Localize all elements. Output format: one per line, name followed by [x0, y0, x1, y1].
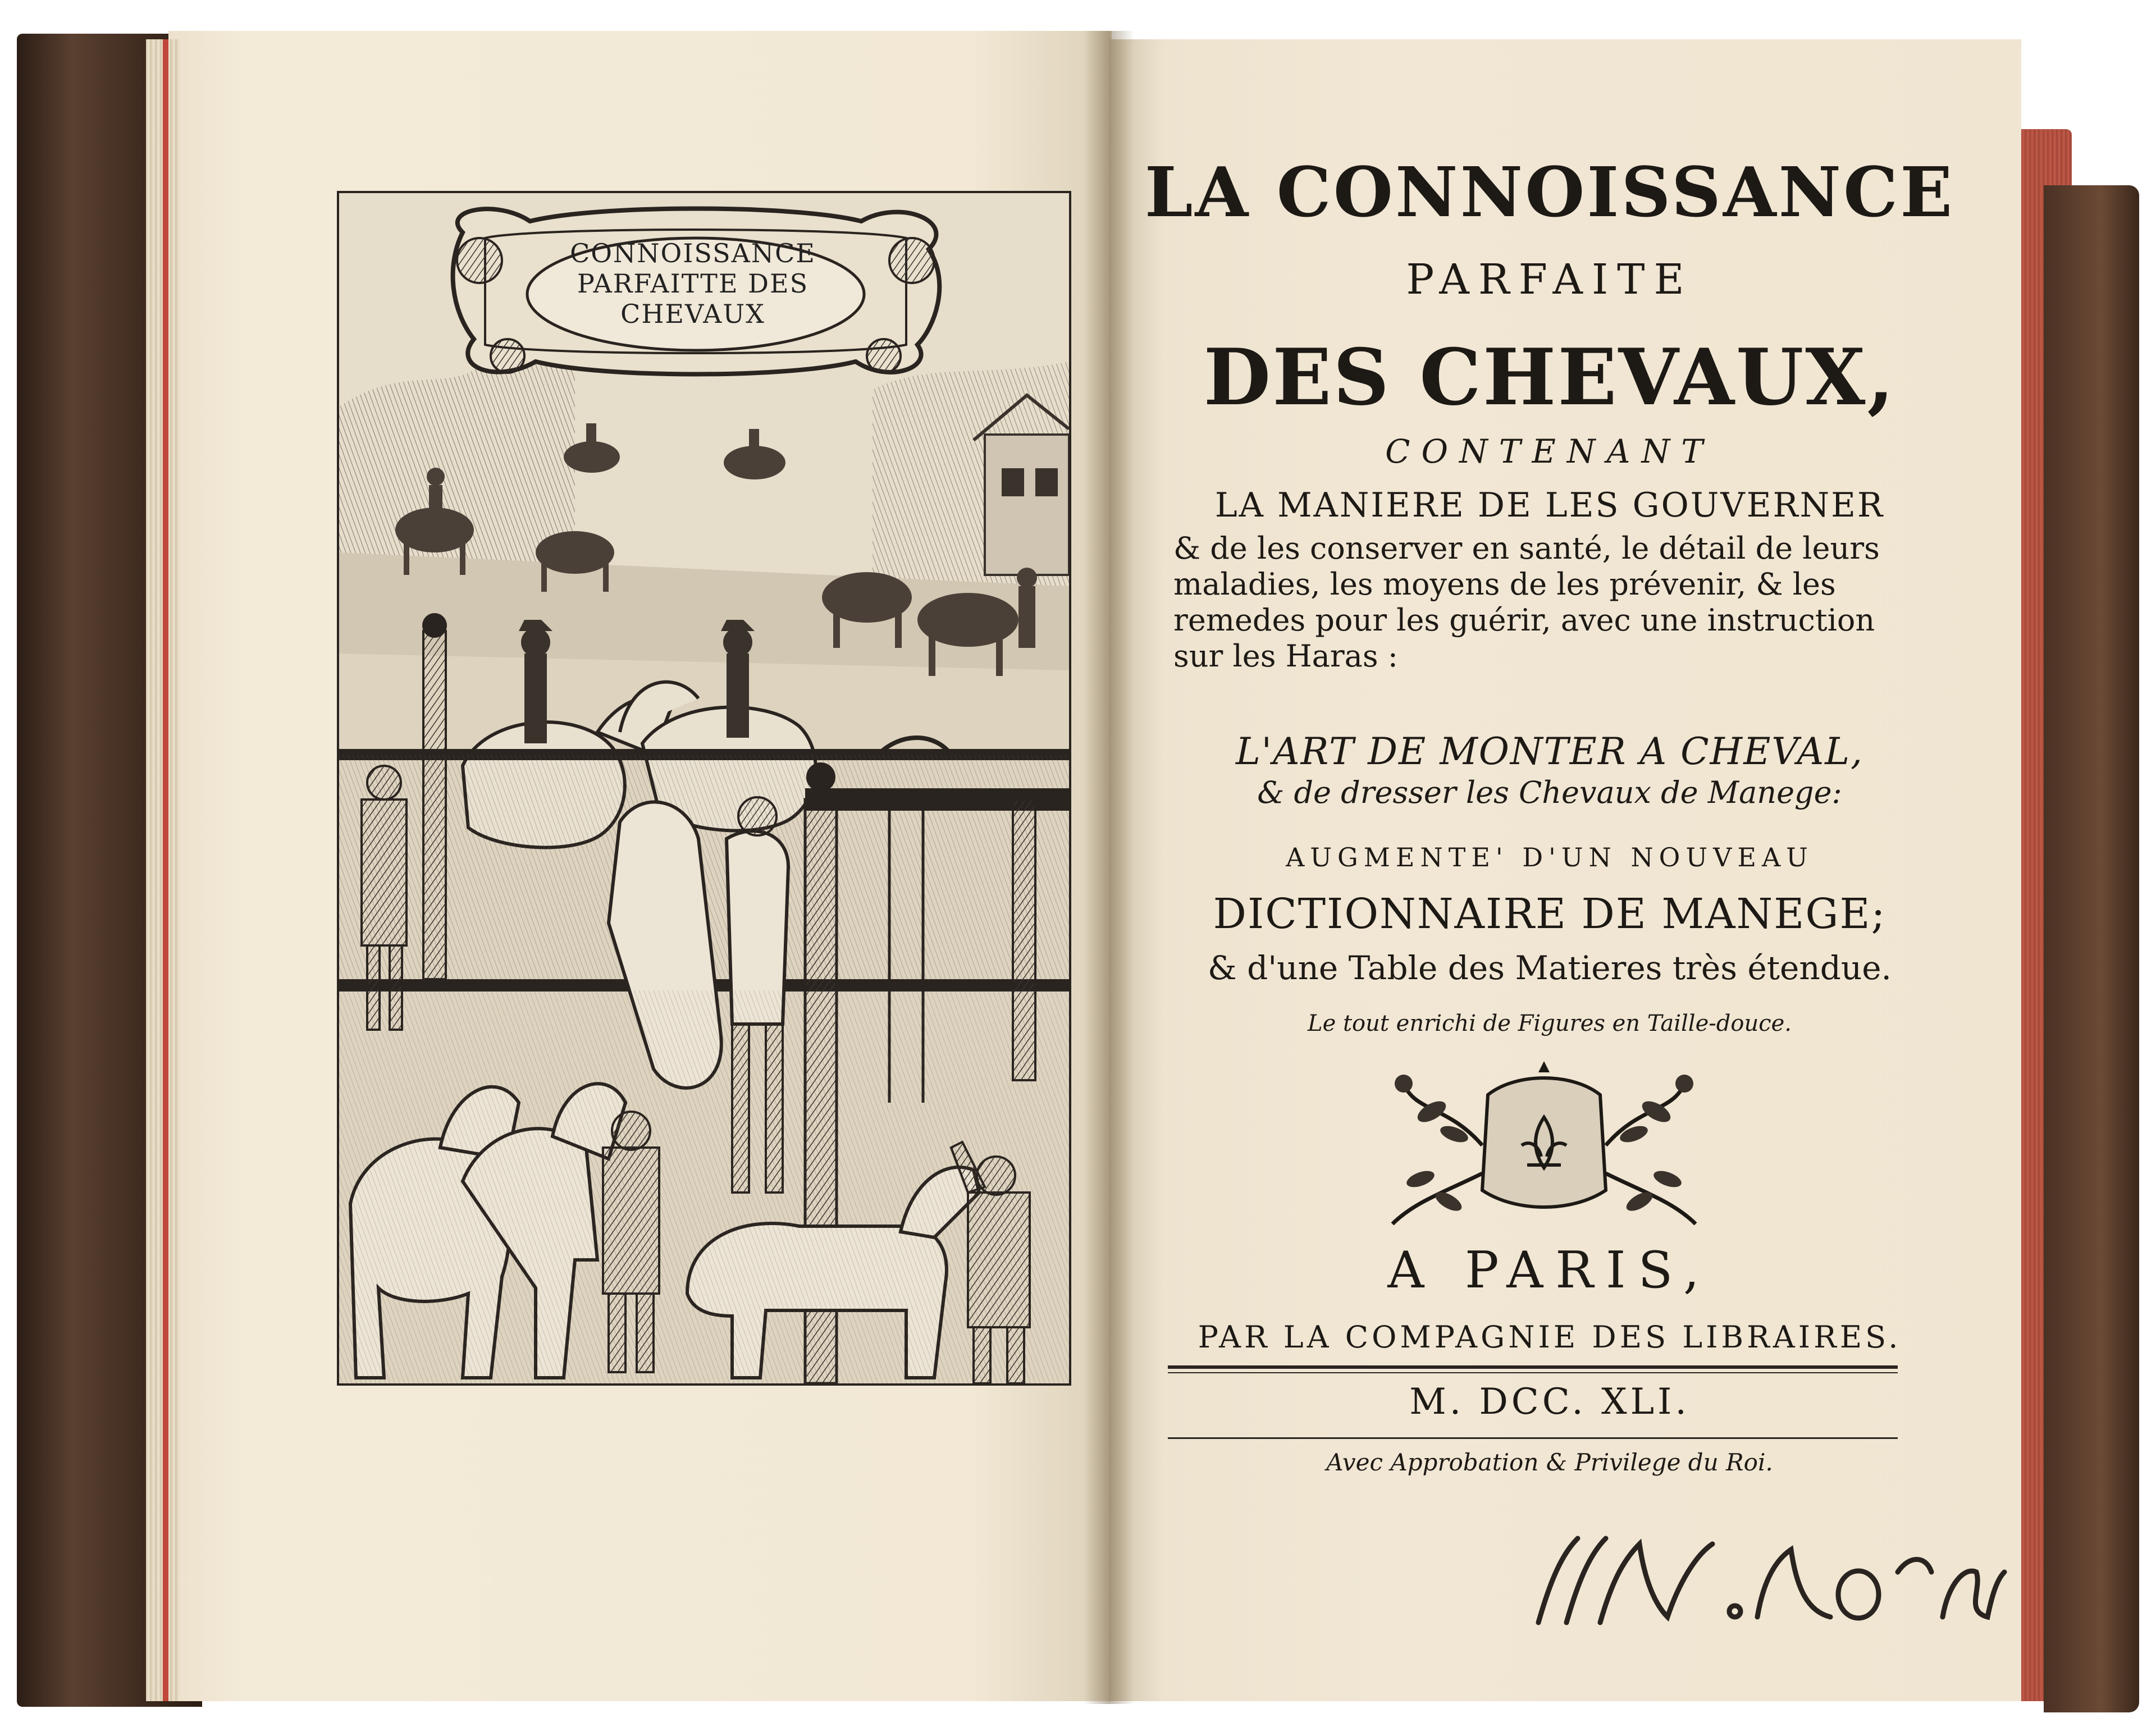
imprint-publisher: PAR LA COMPAGNIE DES LIBRAIRES. — [1198, 1319, 1902, 1355]
frontispiece-engraving — [337, 191, 1071, 1386]
imprint-rule — [1168, 1437, 1898, 1439]
cartouche-line: CONNOISSANCE — [570, 238, 816, 268]
cartouche-line: PARFAITTE DES — [577, 268, 809, 299]
title-augmente: AUGMENTE' D'UN NOUVEAU — [1286, 842, 1814, 872]
imprint-rule — [1168, 1372, 1898, 1373]
right-cover — [2044, 185, 2139, 1712]
imprint-place: A PARIS, — [1387, 1241, 1712, 1300]
imprint-year: M. DCC. XLI. — [1409, 1381, 1690, 1423]
title-line-1: LA CONNOISSANCE — [1144, 152, 1955, 232]
imprint-privilege: Avec Approbation & Privilege du Roi. — [1326, 1449, 1773, 1476]
title-cartouche — [429, 199, 962, 384]
title-description — [1173, 531, 1926, 674]
description-line: remedes pour les guérir, avec une instruction — [1173, 602, 1875, 638]
description-line: maladies, les moyens de les prévenir, & les — [1173, 566, 1836, 602]
handwritten-signature-icon — [1516, 1516, 2010, 1645]
cartouche-line: CHEVAUX — [620, 299, 765, 329]
title-contenant: CONTENANT — [1385, 432, 1714, 470]
description-line: & de les conserver en santé, le détail de leurs — [1173, 531, 1880, 566]
title-dresser: & de dresser les Chevaux de Manege: — [1257, 775, 1842, 810]
imprint-rule — [1168, 1365, 1898, 1369]
description-line: sur les Haras : — [1173, 638, 1398, 674]
title-art-de-monter: L'ART DE MONTER A CHEVAL, — [1235, 730, 1864, 773]
fleur-de-lis-ornament-icon — [1370, 1061, 1718, 1230]
title-enrichi: Le tout enrichi de Figures en Taille-douce. — [1308, 1011, 1792, 1036]
left-red-edge — [163, 39, 168, 1701]
cartouche-text — [569, 238, 816, 329]
title-line-2: PARFAITE — [1406, 255, 1693, 304]
title-dictionnaire: DICTIONNAIRE DE MANEGE; — [1213, 890, 1886, 938]
title-table: & d'une Table des Matieres très étendue. — [1208, 949, 1892, 987]
title-line-3: DES CHEVAUX, — [1203, 331, 1896, 423]
title-maniere: LA MANIERE DE LES GOUVERNER — [1214, 486, 1885, 525]
